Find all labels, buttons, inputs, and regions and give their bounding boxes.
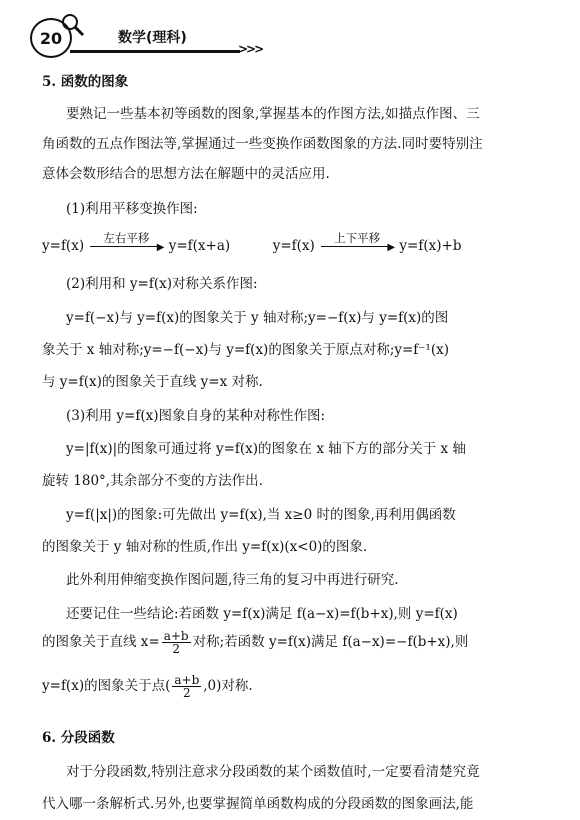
paragraph-line: 要熟记一些基本初等函数的图象,掌握基本的作图方法,如描点作图、三: [66, 106, 480, 122]
paragraph-line: 此外利用伸缩变换作图问题,待三角的复习中再进行研究.: [66, 572, 399, 588]
fraction-denominator: 2: [182, 686, 191, 700]
fraction-denominator: 2: [172, 642, 180, 656]
paragraph-line: 对于分段函数,特别注意求分段函数的某个函数值时,一定要看清楚究竟: [66, 764, 480, 780]
paragraph-line: 与 y=f(x)的图象关于直线 y=x 对称.: [42, 374, 263, 390]
subsection-title: (2)利用和 y=f(x)对称关系作图:: [66, 276, 258, 292]
paragraph-line: 象关于 x 轴对称;y=−f(−x)与 y=f(x)的图象关于原点对称;y=f⁻¹(x): [42, 342, 449, 358]
paragraph-line: 意体会数形结合的思想方法在解题中的灵活应用.: [42, 166, 330, 182]
paragraph-line: y=|f(x)|的图象可通过将 y=f(x)的图象在 x 轴下方的部分关于 x 轴: [66, 441, 466, 457]
text-run: 对称;若函数 y=f(x)满足 f(a−x)=−f(b+x),则: [192, 634, 469, 650]
subsection-title: (1)利用平移变换作图:: [66, 201, 198, 217]
mapping-arrow: 左右平移 ▶: [90, 246, 162, 247]
paragraph-line: 旋转 180°,其余部分不变的方法作出.: [42, 473, 263, 489]
paragraph-line: y=f(−x)与 y=f(x)的图象关于 y 轴对称;y=−f(x)与 y=f(x)的图: [66, 310, 449, 326]
formula-text: y=f(x): [42, 238, 85, 254]
text-run: y=f(x)的图象关于点(: [42, 678, 171, 694]
formula-text: y=f(x)+b: [399, 238, 462, 254]
subsection-title: (3)利用 y=f(x)图象自身的某种对称性作图:: [66, 408, 326, 424]
page-header: [30, 18, 263, 58]
paragraph-line: y=f(|x|)的图象:可先做出 y=f(x),当 x≥0 时的图象,再利用偶函数: [66, 507, 456, 523]
text-run: 的图象关于直线 x=: [42, 634, 160, 650]
section-5-title: 5. 函数的图象: [42, 74, 129, 90]
header-rule: [70, 50, 240, 53]
section-6-title: 6. 分段函数: [42, 730, 115, 746]
fraction: [172, 674, 201, 699]
paragraph-line-with-fraction: [42, 630, 468, 655]
arrow-label: 左右平移: [103, 231, 150, 245]
paragraph-line: 角函数的五点作图法等,掌握通过一些变换作函数图象的方法.同时要特别注: [42, 136, 483, 152]
book-title: 数学(理科): [118, 30, 187, 46]
formula-text: y=f(x): [272, 238, 315, 254]
formula-text: y=f(x+a): [168, 238, 231, 254]
header-arrows: >>>: [238, 42, 263, 56]
fraction: [162, 630, 191, 655]
paragraph-line: 还要记住一些结论:若函数 y=f(x)满足 f(a−x)=f(b+x),则 y=f(x): [66, 606, 458, 622]
arrow-label: 上下平移: [334, 231, 381, 245]
paragraph-line: 代入哪一条解析式.另外,也要掌握简单函数构成的分段函数的图象画法,能: [42, 796, 474, 812]
fraction-numerator: a+b: [163, 629, 189, 643]
page-number: 20: [30, 18, 72, 58]
fraction-numerator: a+b: [174, 673, 200, 687]
text-run: ,0)对称.: [203, 678, 253, 694]
mapping-arrow: 上下平移 ▶: [321, 246, 393, 247]
paragraph-line: 的图象关于 y 轴对称的性质,作出 y=f(x)(x<0)的图象.: [42, 539, 368, 555]
translation-formulas: [42, 231, 462, 254]
paragraph-line-with-fraction: [42, 674, 253, 699]
magnifier-icon: [60, 12, 86, 38]
